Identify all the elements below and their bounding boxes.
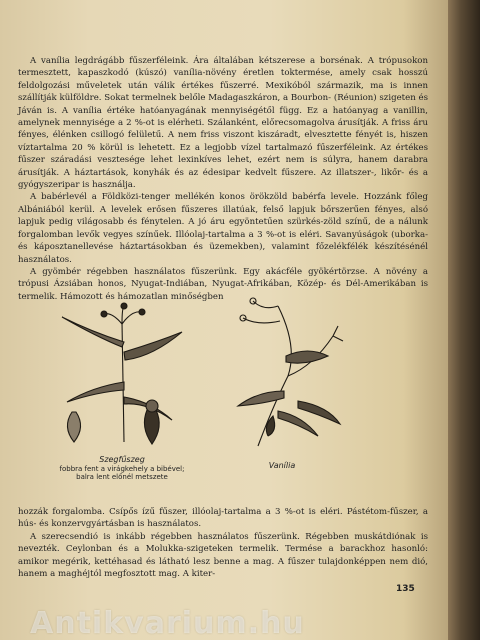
watermark: Antikvarium.hu (30, 606, 305, 640)
book-gutter (448, 0, 480, 640)
bottom-text-block (18, 506, 428, 580)
top-text-block (18, 55, 428, 303)
vanilla-caption-title: Vanília (268, 461, 296, 470)
clove-caption (52, 456, 192, 481)
paragraph-vanilla: A vanília legdrágább fűszerféleink. Ára általában kétszerese a borsénak. A trópusokon termesztett, kapaszkodó (kúszó) vanília-növény éretlen toktermése, amely csak hosszú feldolgozási műveletek után válik értékes fűszerré. Mexikóból származik, ma is innen szállítják külföldre. Sokat termelnek belőle Madagaszkáron, a Bourbon- (Réunion) szigeten és Jáván is. A vanília értéke hatóanyagának mennyiségétől függ. Ez a hatóanyag a vanillin, amelynek mennyisége a 2 %-ot is elérheti. Szálanként, előrecsomagolva árusítják. A friss áru fényes, élénken csillogó felületű. A nem friss viszont kiszáradt, elvesztette fényét is, hiszen víztartalma 20 % körül is lehetett. Ez a legjobb vízel tartalmazó fűszerféleink. Az értékes fűszer száradási vesztesége lehet lexinkíves lehet, ezért nem is súlyra, hanem darabra árusítják. A háztartások, konyhák és az édesipar kedvelt fűszere. Az illatszer-, likőr- és a gyógyszeripar is használja. (18, 56, 428, 191)
clove-caption-title: Szegfűszeg (99, 455, 145, 464)
vanilla-illustration (218, 296, 348, 456)
paragraph-ginger-cont: hozzák forgalomba. Csípős ízű fűszer, illóolaj-tartalma a 3 %-ot is eléri. Pástétom-fűszer, a hús- és konzervgyártásban is használatos. (18, 507, 428, 530)
vanilla-caption (252, 462, 312, 471)
paragraph-nutmeg: A szerecsendió is inkább régebben használatos fűszerünk. Régebben muskátdiónak is nevezték. Ceylonban és a Molukka-szigeteken termelik. Termése a barackhoz hasonló: amikor megérik, kettéhasad és látható lesz benne a mag. A fűszer tulajdonképpen nem dió, hanem a maghéjtól megfosztott mag. A kiter- (18, 531, 428, 580)
paragraph-ginger: A gyömbér régebben használatos fűszerünk. Egy akácféle gyökértörzse. A növény a trópusi Ázsiában honos, Nyugat-Indiában, Nyugat-Afrikában, Közép- és Dél-Amerikában is termelik. Hámozott és hámozatlan minőségben (18, 266, 428, 302)
clove-illustration (52, 302, 192, 452)
page-number: 135 (396, 584, 415, 594)
clove-caption-desc: fobbra fent a virágkehely a bibével; balra lent előnél metszete (59, 465, 185, 481)
paragraph-bay-leaf: A babérlevél a Földközi-tenger mellékén konos örökzöld babérfa levele. Hozzánk főleg Albániából kerül. A levelek erősen fűszeres illatúak, felső lapjuk bőrszerűen fényes, alsó lapjuk pedig világosabb és fénytelen. A jó áru egyöntetűen szürkés-zöld színű, de a nálunk forgalomban levők vegyes színűek. Illóolaj-tartalma a 3 %-ot is eléri. Savanyúságok (uborka- és káposztanellevése háztartásokban és üzemekben), valamint főzelékfélék készítésénél használatos. (18, 192, 428, 265)
